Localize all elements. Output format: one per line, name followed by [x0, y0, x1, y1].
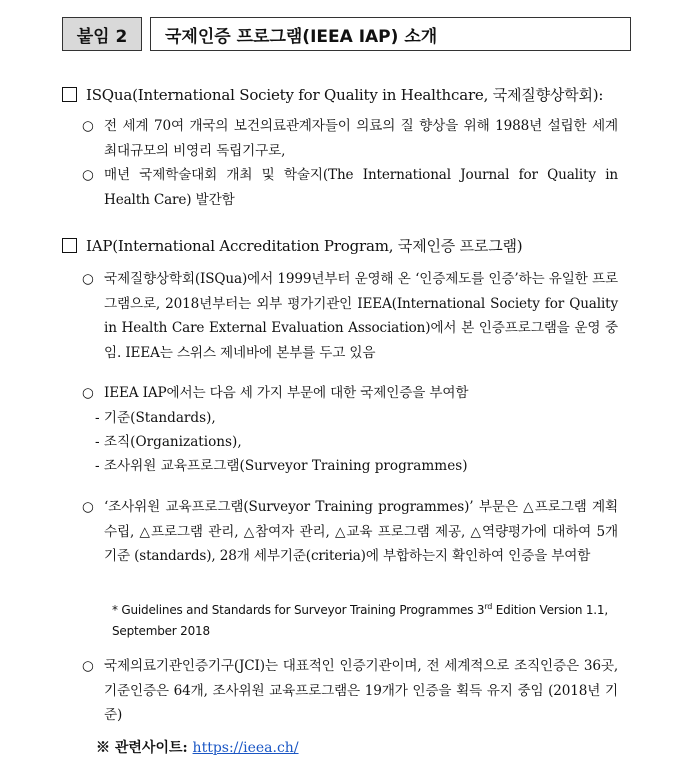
list-item: [82, 381, 618, 406]
list-item-text: 국제의료기관인증기구(JCI)는 대표적인 인증기관이며, 전 세계적으로 조직인증은 36곳, 기준인증은 64개, 조사위원 교육프로그램은 19개가 인증을 획득 유지 중임 (2018년 기준): [104, 658, 618, 723]
list-item: [82, 495, 618, 569]
section-heading-text: ISQua(International Society for Quality in Healthcare, 국제질향상학회):: [86, 86, 604, 104]
list-item: [82, 267, 618, 365]
footnote: * Guidelines and Standards for Surveyor Training Programmes 3rd Edition Version 1.1, September 2018: [112, 602, 608, 638]
circle-bullet-icon: ○: [82, 658, 94, 674]
list-item: [82, 114, 618, 163]
sub-item-surveyor-training: - 조사위원 교육프로그램(Surveyor Training programmes): [95, 458, 468, 474]
sub-item-standards: - 기준(Standards),: [95, 410, 216, 426]
ieea-link[interactable]: https://ieea.ch/: [192, 740, 299, 756]
section-heading-isqua: [62, 84, 603, 105]
list-item: [82, 654, 618, 728]
circle-bullet-icon: ○: [82, 167, 94, 183]
circle-bullet-icon: ○: [82, 118, 94, 134]
checkbox-square-icon: [62, 238, 77, 253]
attachment-tag: 붙임 2: [62, 17, 142, 51]
section-heading-iap: [62, 235, 522, 256]
list-item-text: 매년 국제학술대회 개최 및 학술지(The International Journal for Quality in Health Care) 발간함: [104, 167, 618, 208]
list-item-text: 전 세계 70여 개국의 보건의료관계자들이 의료의 질 향상을 위해 1988년 설립한 세계 최대규모의 비영리 독립기구로,: [104, 118, 618, 159]
list-item-text: IEEA IAP에서는 다음 세 가지 부문에 대한 국제인증을 부여함: [104, 385, 469, 401]
checkbox-square-icon: [62, 87, 77, 102]
list-item-text: 국제질향상학회(ISQua)에서 1999년부터 운영해 온 ‘인증제도를 인증’하는 유일한 프로그램으로, 2018년부터는 외부 평가기관인 IEEA(International Society for Quality in Health Care External Evaluation Association)에서 본 인증프로그램을 운영 중임. IEEA는 스위스 제네바에 본부를 두고 있음: [104, 271, 618, 361]
section-heading-text: IAP(International Accreditation Program, 국제인증 프로그램): [86, 237, 523, 255]
circle-bullet-icon: ○: [82, 385, 94, 401]
sub-item-organizations: - 조직(Organizations),: [95, 434, 242, 450]
document-header: [62, 17, 631, 51]
list-item-text: ‘조사위원 교육프로그램(Surveyor Training programmes)’ 부문은 △프로그램 계획 수립, △프로그램 관리, △참여자 관리, △교육 프로그램 제공, △역량평가에 대하여 5개 기준 (standards), 28개 세부기준(criteria)에 부합하는지 확인하여 인증을 부여함: [104, 499, 618, 564]
circle-bullet-icon: ○: [82, 499, 94, 515]
circle-bullet-icon: ○: [82, 271, 94, 287]
related-site: [96, 737, 299, 757]
list-item: [82, 163, 618, 212]
related-site-label: ※ 관련사이트:: [96, 740, 193, 756]
page-title: 국제인증 프로그램(IEEA IAP) 소개: [150, 17, 631, 51]
